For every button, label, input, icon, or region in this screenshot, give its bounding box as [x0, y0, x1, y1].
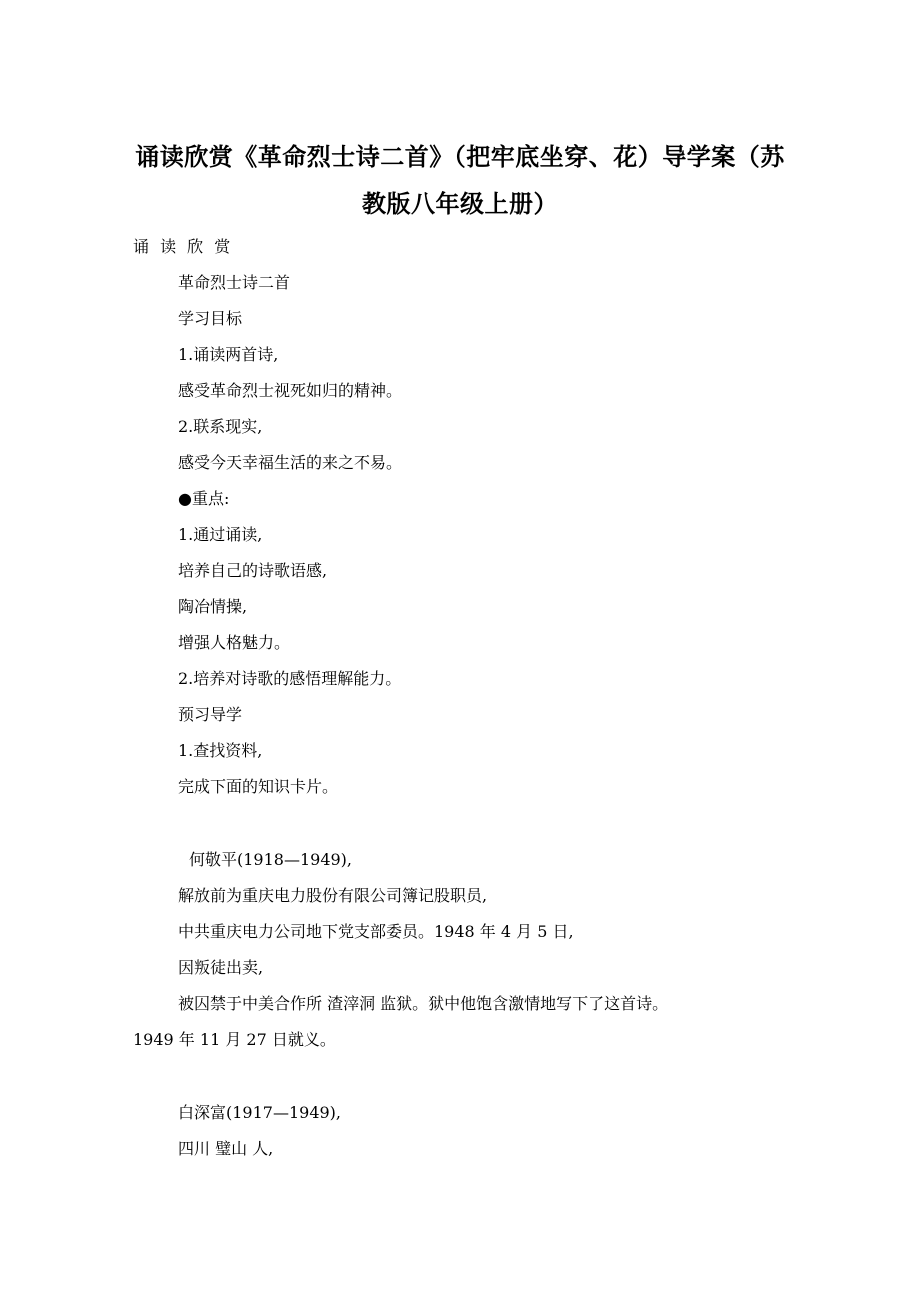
heading-learning-goals: 学习目标 — [178, 309, 243, 328]
key-point-1-detail-b: 陶冶情操, — [178, 597, 248, 616]
document-title-line-1: 诵读欣赏《革命烈士诗二首》（把牢底坐穿、花）导学案（苏 — [135, 143, 785, 171]
key-point-1-detail-a: 培养自己的诗歌语感, — [178, 561, 328, 580]
card1-line-4: 因叛徒出卖, — [178, 958, 264, 977]
goal-1: 1.诵读两首诗, — [178, 345, 279, 364]
card1-line-5: 被囚禁于中美合作所 渣滓洞 监狱。狱中他饱含激情地写下了这首诗。 — [178, 994, 669, 1013]
heading-preview-guide: 预习导学 — [178, 705, 243, 724]
key-point-1-detail-c: 增强人格魅力。 — [178, 633, 291, 652]
section-label: 诵 读 欣 赏 — [133, 237, 234, 256]
goal-2-detail: 感受今天幸福生活的来之不易。 — [178, 453, 403, 472]
preview-step-1: 1.查找资料, — [178, 741, 263, 760]
heading-key-points: ●重点: — [178, 489, 230, 508]
card1-name: 何敬平(1918—1949), — [189, 850, 353, 869]
document-title-line-2: 教版八年级上册） — [362, 190, 558, 218]
key-point-1: 1.通过诵读, — [178, 525, 263, 544]
card2-line-2: 四川 璧山 人, — [178, 1139, 274, 1158]
card1-line-3: 中共重庆电力公司地下党支部委员。1948 年 4 月 5 日, — [178, 922, 574, 941]
goal-2: 2.联系现实, — [178, 417, 263, 436]
goal-1-detail: 感受革命烈士视死如归的精神。 — [178, 381, 403, 400]
card1-line-6: 1949 年 11 月 27 日就义。 — [133, 1030, 336, 1049]
card2-name: 白深富(1917—1949), — [178, 1103, 342, 1122]
key-point-2: 2.培养对诗歌的感悟理解能力。 — [178, 669, 402, 688]
card1-line-2: 解放前为重庆电力股份有限公司簿记股职员, — [178, 886, 488, 905]
preview-step-1-detail: 完成下面的知识卡片。 — [178, 777, 339, 796]
subtitle-poems: 革命烈士诗二首 — [178, 273, 291, 292]
